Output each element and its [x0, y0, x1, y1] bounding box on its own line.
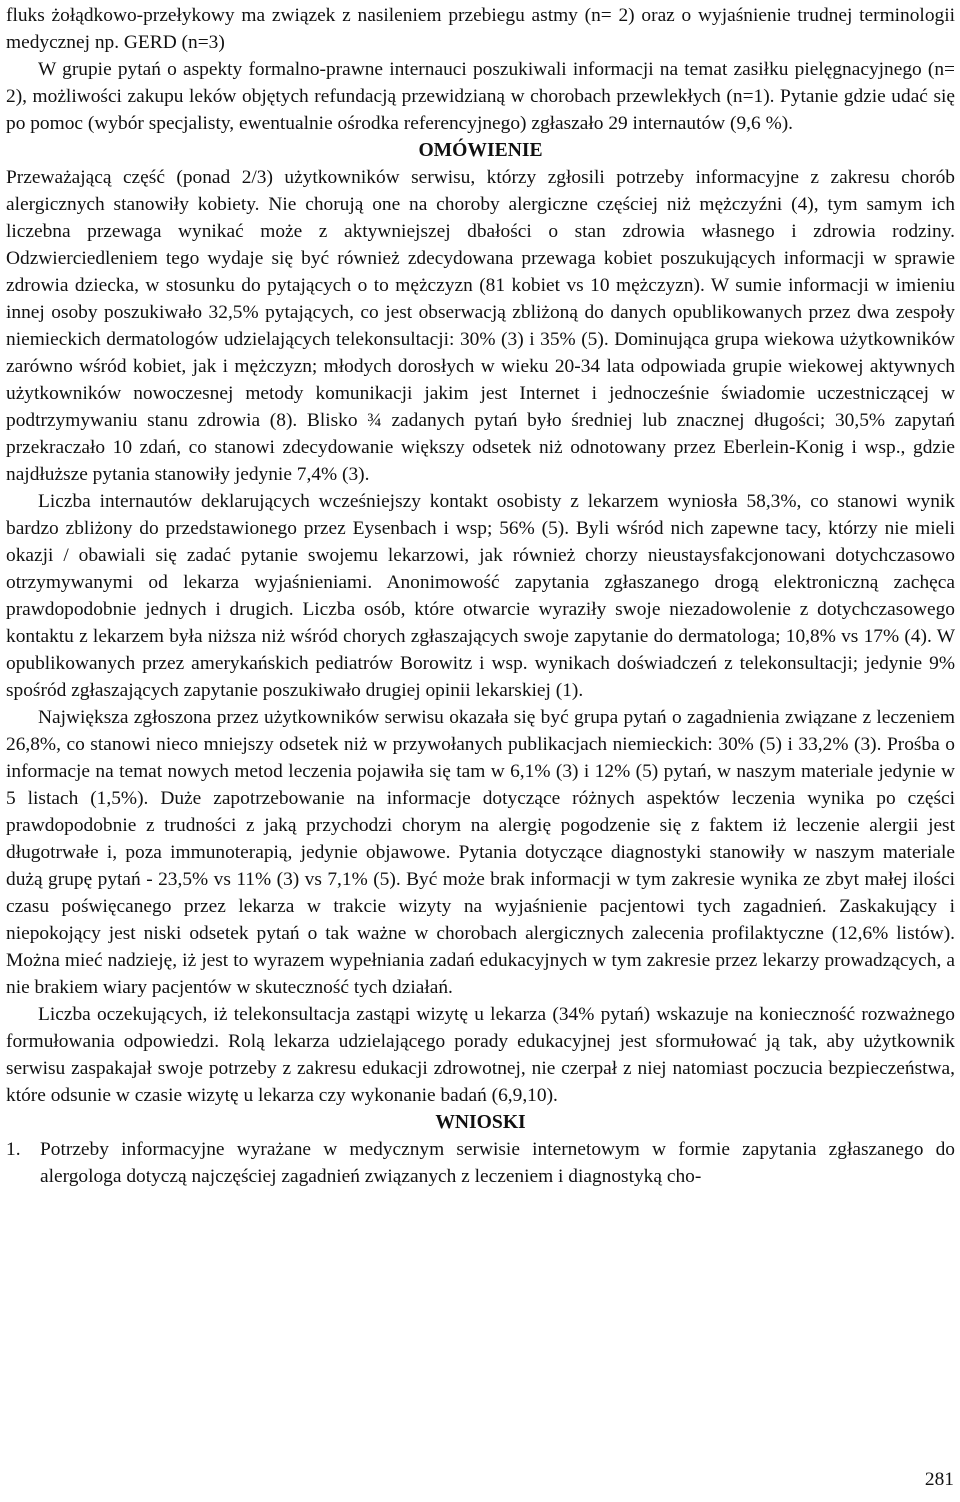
discussion-paragraph-2: Liczba internautów deklarujących wcześniejszy kontakt osobisty z lekarzem wyniosła 58,3%, co stanowi wynik bardzo zbliżony do przedstawionego przez Eysenbach i wsp; 56% (5). Byli wśród nich zapewne tacy, którzy nie mieli okazji / obawiali się zadać pytanie swojemu lekarzowi, jak również chorzy nieustaysfakcjonowani dotychczasowo otrzymywanymi od lekarza wyjaśnieniami. Anonimowość zapytania zgłaszanego drogą elektroniczną zachęca prawdopodobnie jednych i drugich. Liczba osób, które otwarcie wyraziły swoje niezadowolenie z dotychczasowego kontaktu z lekarzem była niższa niż wśród chorych zgłaszających swoje zapytanie do dermatologa; 10,8% vs 17% (4). W opublikowanych przez amerykańskich pediatrów Borowitz i wsp. wynikach doświadczeń z telekonsultacji; jedynie 9% spośród zgłaszających zapytanie poszukiwało drugiej opinii lekarskiej (1).: [6, 491, 955, 701]
conclusion-item-number: 1.: [6, 1139, 21, 1160]
page-number: 281: [924, 1469, 954, 1490]
page-body: [6, 2, 955, 1190]
conclusion-item: [6, 1136, 955, 1190]
section-heading-wnioski: WNIOSKI: [435, 1112, 526, 1133]
conclusion-item-text: Potrzeby informacyjne wyrażane w medycznym serwisie internetowym w formie zapytania zgłaszanego do alergologa dotyczą najczęściej zagadnień związanych z leczeniem i diagnostyką cho-: [40, 1139, 955, 1187]
discussion-paragraph-4: Liczba oczekujących, iż telekonsultacja zastąpi wizytę u lekarza (34% pytań) wskazuje na konieczność rozważnego formułowania odpowiedzi. Rolą lekarza udzielającego porady edukacyjnej jest sformułować ją tak, aby użytkownik serwisu zaspakajał swoje potrzeby z zakresu edukacji zdrowotnej, nie czerpał z niej natomiast poczucia bezpieczeństwa, które odsunie w czasie wizytę u lekarza czy wykonanie badań (6,9,10).: [6, 1004, 955, 1106]
section-heading-omowienie: OMÓWIENIE: [418, 140, 543, 161]
intro-paragraph-1: fluks żołądkowo-przełykowy ma związek z nasileniem przebiegu astmy (n= 2) oraz o wyjaśnienie trudnej terminologii medycznej np. GERD (n=3): [6, 5, 955, 53]
intro-paragraph-2: W grupie pytań o aspekty formalno-prawne internauci poszukiwali informacji na temat zasiłku pielęgnacyjnego (n= 2), możliwości zakupu leków objętych refundacją przewidzianą w chorobach przewlekłych (n=1). Pytanie gdzie udać się po pomoc (wybór specjalisty, ewentualnie ośrodka referencyjnego) zgłaszało 29 internautów (9,6 %).: [6, 59, 955, 134]
discussion-paragraph-3: Największa zgłoszona przez użytkowników serwisu okazała się być grupa pytań o zagadnienia związane z leczeniem 26,8%, co stanowi nieco mniejszy odsetek niż w przywołanych publikacjach niemieckich: 30% (5) i 33,2% (3). Prośba o informacje na temat nowych metod leczenia pojawiła się tam w 6,1% (3) i 12% (5) pytań, w naszym materiale jedynie w 5 listach (1,5%). Duże zapotrzebowanie na informacje dotyczące różnych aspektów leczenia wynika po części prawdopodobnie z trudności z jaką przychodzi chorym na alergię pogodzenie się z faktem iż leczenie alergii jest długotrwałe i, poza immunoterapią, jedynie objawowe. Pytania dotyczące diagnostyki stanowiły w naszym materiale dużą grupę pytań - 23,5% vs 11% (3) vs 7,1% (5). Być może brak informacji w tym zakresie wynika ze zbyt małej ilości czasu poświęcanego przez lekarza w trakcie wizyty na wyjaśnienie pacjentowi tych zagadnień. Zaskakujący i niepokojący jest niski odsetek pytań o tak ważne w chorobach alergicznych zalecenia profilaktyczne (12,6% listów). Można mieć nadzieję, iż jest to wyrazem wypełniania zadań edukacyjnych w tym zakresie przez lekarzy prowadzących, a nie brakiem wiary pacjentów w skuteczność tych działań.: [6, 707, 955, 998]
discussion-paragraph-1: Przeważającą część (ponad 2/3) użytkowników serwisu, którzy zgłosili potrzeby informacyjne z zakresu chorób alergicznych stanowiły kobiety. Nie chorują one na choroby alergiczne częściej niż mężczyźni (4), tym samym ich liczebna przewaga wynikać może z aktywniejszej dbałości o stan zdrowia własnego i zdrowia rodziny. Odzwierciedleniem tego wydaje się być również zdecydowana przewaga kobiet poszukujących informacji w sprawie zdrowia dziecka, w stosunku do pytających o to mężczyzn (81 kobiet vs 10 mężczyzn). W sumie informacji w imieniu innej osoby poszukiwało 32,5% pytających, co jest obserwacją zbliżoną do danych opublikowanych przez dwa zespoły niemieckich dermatologów udzielających telekonsultacji: 30% (3) i 35% (5). Dominująca grupa wiekowa użytkowników zarówno wśród kobiet, jak i mężczyzn; młodych dorosłych w wieku 20-34 lata odpowiada grupie wiekowej aktywnych użytkowników nowoczesnej metody komunikacji jakim jest Internet i jednocześnie świadomie uczestniczącej w podtrzymywaniu stanu zdrowia (8). Blisko ¾ zadanych pytań było średniej lub znacznej długości; 30,5% zapytań przekraczało 10 zdań, co stanowi zdecydowanie większy odsetek niż odnotowany przez Eberlein-Konig i wsp., gdzie najdłuższe pytania stanowiły jedynie 7,4% (3).: [6, 167, 955, 485]
